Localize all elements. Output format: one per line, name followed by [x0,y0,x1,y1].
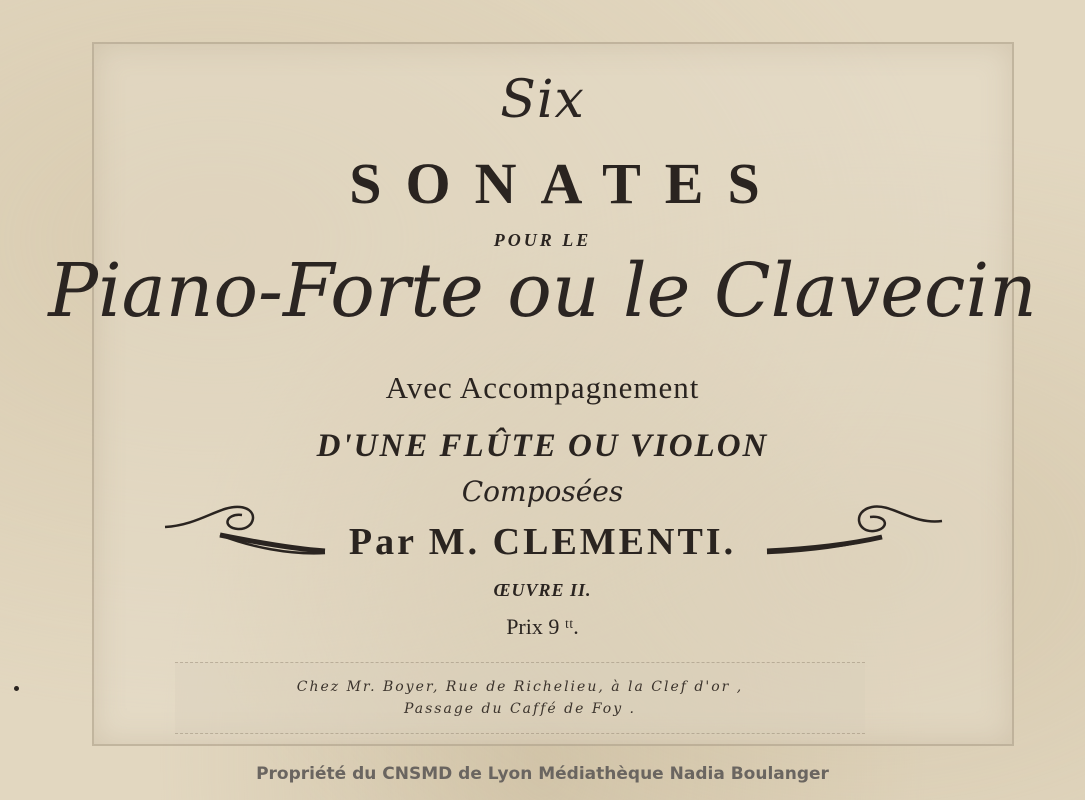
opus-number: ŒUVRE II. [493,580,592,600]
flute-violin-line: D'UNE FLÛTE OU VIOLON [316,428,769,464]
title-six: Six [500,70,585,130]
instrument-title: Piano-Forte ou le Clavecin [48,248,1037,334]
publisher-imprint [175,662,865,734]
price-label: Prix 9 ᵗᵗ. [506,614,579,639]
imprint-line-1: Chez Mr. Boyer, Rue de Richelieu, à la Clef d'or , [296,679,744,695]
ownership-watermark: Propriété du CNSMD de Lyon Médiathèque Nadia Boulanger [256,764,829,784]
right-flourish-ornament [762,485,947,565]
title-sonates: SONATES [349,151,784,216]
composer-line: Par M. CLEMENTI. [348,521,737,563]
imprint-line-2: Passage du Caffé de Foy . [403,701,637,717]
subtitle-pour-le: POUR LE [493,230,592,250]
composed-line: Composées [461,475,624,508]
accompaniment-line: Avec Accompagnement [385,370,700,405]
ink-speck [14,686,19,691]
